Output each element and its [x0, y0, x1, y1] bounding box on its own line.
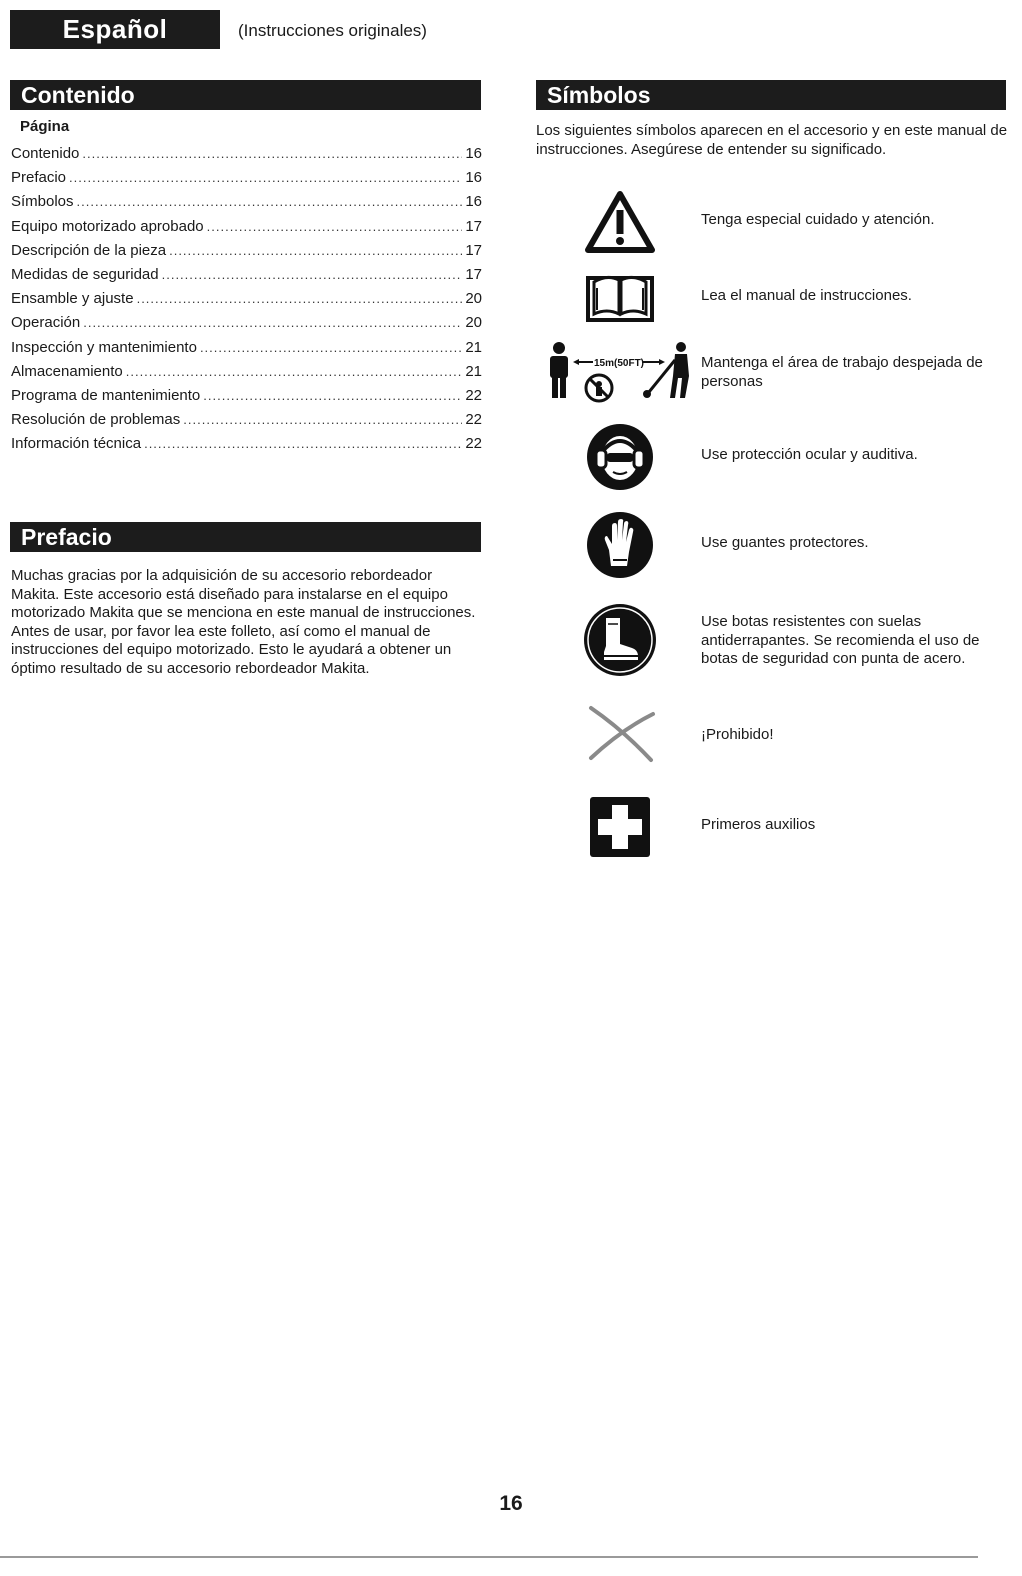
symbol-row	[570, 700, 1010, 766]
toc-label: Programa de mantenimiento	[11, 386, 201, 404]
toc-label: Inspección y mantenimiento	[11, 338, 197, 356]
symbol-row	[570, 422, 1010, 492]
symbol-description: Use botas resistentes con suelas antiderrapantes. Se recomienda el uso de botas de seguridad con punta de acero.	[701, 613, 980, 667]
toc-page: 17	[465, 241, 482, 259]
toc-page: 21	[465, 338, 482, 356]
eye-ear-protection-icon	[570, 422, 670, 492]
toc-row[interactable]	[11, 339, 482, 363]
toc-label: Información técnica	[11, 435, 142, 453]
toc-leader	[144, 436, 462, 451]
toc-leader	[126, 364, 463, 379]
toc-row[interactable]	[11, 266, 482, 290]
symbol-description: Use protección ocular y auditiva.	[701, 446, 918, 463]
toc-row[interactable]	[11, 218, 482, 242]
toc-page: 16	[465, 145, 482, 162]
toc-label: Ensamble y ajuste	[11, 290, 134, 308]
toc-row[interactable]	[11, 314, 482, 338]
toc-row[interactable]	[11, 435, 482, 459]
toc-leader	[200, 340, 462, 355]
toc-leader	[69, 170, 462, 185]
keep-distance-icon	[545, 340, 695, 406]
toc-label: Contenido	[11, 145, 80, 162]
symbol-description: ¡Prohibido!	[701, 726, 774, 743]
simbolos-intro: Los siguientes símbolos aparecen en el accesorio y en este manual de instrucciones. Asegúrese de entender su significado.	[536, 122, 1008, 158]
toc-row[interactable]	[11, 169, 482, 193]
toc-label: Símbolos	[11, 193, 74, 211]
toc-page: 22	[465, 435, 482, 453]
toc-leader	[169, 243, 462, 258]
symbol-description: Primeros auxilios	[701, 816, 816, 833]
toc-leader	[207, 219, 463, 234]
symbol-description: Mantenga el área de trabajo despejada de personas	[701, 354, 983, 390]
toc-page: 22	[465, 411, 482, 429]
toc-page: 17	[465, 217, 482, 235]
instruction-manual-icon	[570, 270, 670, 324]
toc-page: 21	[465, 362, 482, 380]
toc-label: Equipo motorizado aprobado	[11, 217, 204, 235]
toc-label: Descripción de la pieza	[11, 241, 167, 259]
symbol-row	[570, 795, 1010, 859]
prefacio-heading: Prefacio	[10, 522, 481, 552]
toc-row[interactable]	[11, 290, 482, 314]
toc-row[interactable]	[11, 242, 482, 266]
gloves-icon	[570, 510, 670, 580]
language-heading: Español	[10, 10, 220, 49]
prefacio-body	[11, 567, 481, 678]
prefacio-paragraph: Antes de usar, por favor lea este folleto, así como el manual de instrucciones del equipo motorizado. Esto le ayudará a obtener un óptimo resultado de su accesorio rebordeador Makita.	[11, 622, 452, 677]
toc-leader	[83, 315, 462, 330]
boots-icon	[570, 602, 670, 678]
first-aid-icon	[570, 795, 670, 859]
toc-page: 16	[465, 169, 482, 187]
toc-row[interactable]	[11, 193, 482, 217]
toc-leader	[183, 412, 462, 427]
toc-label: Operación	[11, 314, 81, 332]
bottom-divider	[0, 1556, 978, 1558]
toc-label: Almacenamiento	[11, 362, 123, 380]
toc-page: 20	[465, 290, 482, 308]
simbolos-heading: Símbolos	[536, 80, 1006, 110]
prohibited-icon	[570, 700, 670, 766]
toc-page: 16	[465, 193, 482, 211]
toc-leader	[82, 146, 462, 161]
prefacio-paragraph: Muchas gracias por la adquisición de su accesorio rebordeador Makita. Este accesorio está diseñado para instalarse en el equipo motorizado Makita que se menciona en este manual de instrucciones.	[11, 567, 476, 621]
symbol-row	[570, 270, 1010, 326]
toc-label: Medidas de seguridad	[11, 265, 159, 283]
symbol-description: Lea el manual de instrucciones.	[701, 287, 912, 304]
original-instructions-label: (Instrucciones originales)	[238, 21, 427, 40]
toc-leader	[137, 291, 463, 306]
symbol-description: Use guantes protectores.	[701, 534, 869, 551]
toc-label: Prefacio	[11, 169, 67, 187]
symbol-description: Tenga especial cuidado y atención.	[701, 211, 935, 228]
page-column-label: Página	[20, 118, 70, 135]
symbol-row	[570, 190, 1010, 254]
symbol-row	[570, 510, 1010, 580]
toc-row[interactable]	[11, 145, 482, 169]
toc-row[interactable]	[11, 387, 482, 411]
contenido-heading: Contenido	[10, 80, 481, 110]
toc-page: 22	[465, 386, 482, 404]
toc-label: Resolución de problemas	[11, 411, 181, 429]
toc-row[interactable]	[11, 363, 482, 387]
toc-page: 17	[465, 265, 482, 283]
toc-row[interactable]	[11, 411, 482, 435]
symbol-row	[570, 340, 1010, 406]
toc-leader	[203, 388, 462, 403]
table-of-contents	[11, 145, 482, 459]
distance-label: 15m(50FT)	[594, 358, 645, 369]
symbol-row	[570, 602, 1010, 678]
warning-triangle-icon	[570, 190, 670, 254]
toc-leader	[77, 194, 463, 209]
page-number: 16	[499, 1492, 523, 1515]
toc-leader	[162, 267, 463, 282]
toc-page: 20	[465, 314, 482, 332]
